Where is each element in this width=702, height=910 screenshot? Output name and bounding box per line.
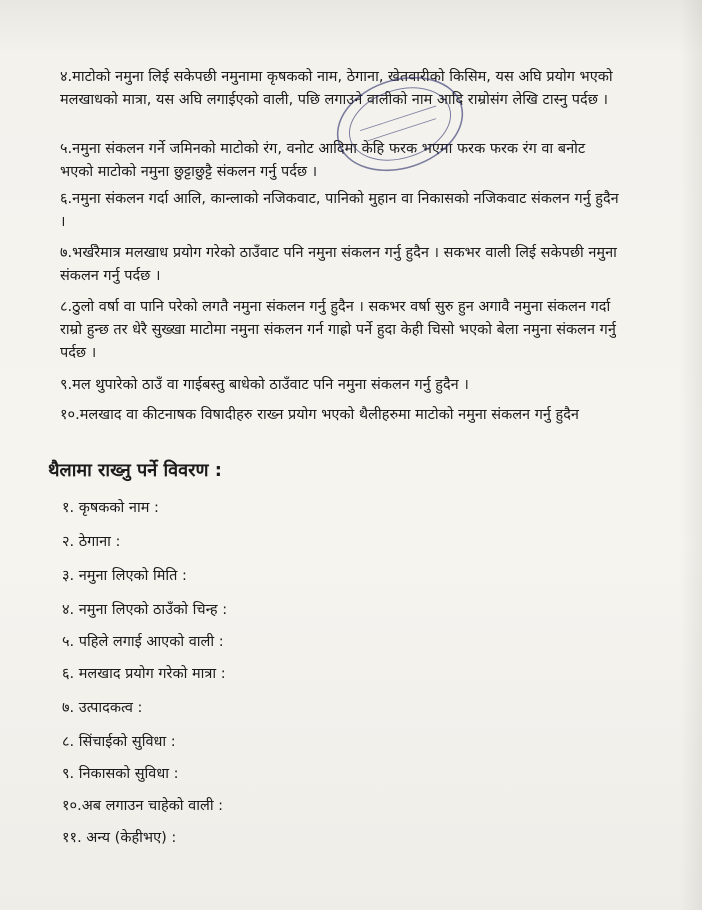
rule-number: ६. xyxy=(60,191,73,207)
field-farmer-name: १. कृषकको नाम : xyxy=(62,500,159,516)
rule-text: मल थुपारेको ठाउँ वा गाईबस्तु बाधेको ठाउँवाट पनि नमुना संकलन गर्नु हुदैन । xyxy=(72,377,469,393)
rule-text: भर्खरैमात्र मलखाध प्रयोग गरेको ठाउँवाट पनि नमुना संकलन गर्नु हुदैन । सकभर वाली लिई सकेपछी नमुना संकलन गर्नु पर्दछ । xyxy=(60,245,617,284)
field-productivity: ७. उत्पादकत्व : xyxy=(62,700,143,716)
rule-number: ७. xyxy=(60,245,73,261)
section-heading: थैलामा राख्नु पर्ने विवरण : xyxy=(48,460,222,481)
rule-item-10 xyxy=(60,404,620,427)
field-sample-date: ३. नमुना लिएको मिति : xyxy=(62,568,187,584)
field-address: २. ठेगाना : xyxy=(62,534,121,550)
field-next-crop: १०.अब लगाउन चाहेको वाली : xyxy=(62,798,224,814)
rule-number: ५. xyxy=(60,141,73,157)
field-previous-crop: ५. पहिले लगाई आएको वाली : xyxy=(62,634,224,650)
rule-text: नमुना संकलन गर्ने जमिनको माटोको रंग, वनोट आदिमा केहि फरक भएमा फरक फरक रंग वा बनोट भएको माटोको नमुना छुट्टाछुट्टै संकलन गर्नु पर्दछ । xyxy=(60,141,586,180)
field-fertilizer-amount: ६. मलखाद प्रयोग गरेको मात्रा : xyxy=(62,666,226,682)
rule-item-9 xyxy=(60,374,620,397)
rule-number: ९. xyxy=(60,377,73,393)
rule-number: १०. xyxy=(60,407,80,423)
rule-item-7 xyxy=(60,242,620,288)
rule-number: ४. xyxy=(60,69,73,85)
rule-text: नमुना संकलन गर्दा आलि, कान्लाको नजिकवाट, पानिको मुहान वा निकासको नजिकवाट संकलन गर्नु हुदैन । xyxy=(60,191,619,230)
page-edge-shadow xyxy=(680,0,702,910)
field-sample-location-mark: ४. नमुना लिएको ठाउँको चिन्ह : xyxy=(62,602,228,618)
rule-text: माटोको नमुना लिई सकेपछी नमुनामा कृषकको नाम, ठेगाना, खेतवारीको किसिम, यस अघि प्रयोग भएको मलखाधको मात्रा, यस अघि लगाईएको वाली, पछि लगाउने वालीको नाम आदि राम्रोसंग लेखि टास्नु पर्दछ । xyxy=(60,69,613,108)
rule-item-8 xyxy=(60,296,620,365)
rule-text: ठुलो वर्षा वा पानि परेको लगतै नमुना संकलन गर्नु हुदैन । सकभर वर्षा सुरु हुन अगावै नमुना संकलन गर्दा राम्रो हुन्छ तर धेरै सुख्खा माटोमा नमुना संकलन गर्न गाह्रो पर्ने हुदा केही चिसो भएको बेला नमुना संकलन गर्नु पर्दछ । xyxy=(60,299,616,361)
rule-item-6 xyxy=(60,188,620,234)
field-other: ११. अन्य (केहीभए) : xyxy=(62,830,177,846)
rule-text: मलखाद वा कीटनाषक विषादीहरु राख्न प्रयोग भएको थैलीहरुमा माटोको नमुना संकलन गर्नु हुदैन xyxy=(79,407,579,423)
rule-number: ८. xyxy=(60,299,73,315)
field-irrigation-facility: ८. सिंचाईको सुविधा : xyxy=(62,734,176,750)
field-drainage-facility: ९. निकासको सुविधा : xyxy=(62,766,179,782)
